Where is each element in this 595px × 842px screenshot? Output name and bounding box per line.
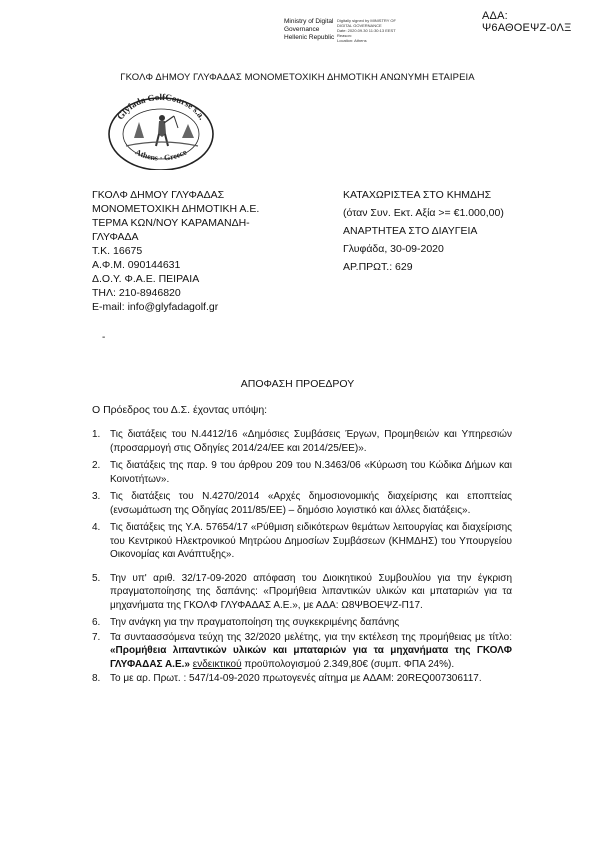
list-item: [92, 428, 512, 455]
logo-top-text: Glyfada GolfCourse s.a.: [114, 92, 208, 122]
email-label: E-mail:: [92, 301, 128, 313]
list-item: [92, 459, 512, 486]
sender-line: ΤΗΛ: 210-8946820: [92, 287, 181, 299]
signature-label-line: Hellenic Republic: [284, 34, 335, 41]
item-text: Τις διατάξεις του Ν.4270/2014 «Αρχές δημοσιονομικής διαχείρισης και εποπτείας (ενσωμάτωση της Οδηγίας 2011/85/ΕΕ) – δημόσιο λογιστικό και άλλες διατάξεις».: [110, 491, 512, 516]
item-text: Τις διατάξεις του Ν.4412/16 «Δημόσιες Συμβάσεις Έργων, Προμηθειών και Υπηρεσιών (προσαρμογή στις Οδηγίες 2014/24/ΕΕ και 2014/25/ΕΕ)».: [110, 429, 512, 454]
company-title: ΓΚΟΛΦ ΔΗΜΟΥ ΓΛΥΦΑΔΑΣ ΜΟΝΟΜΕΤΟΧΙΚΗ ΔΗΜΟΤΙΚΗ ΑΝΩΝΥΜΗ ΕΤΑΙΡΕΙΑ: [120, 72, 475, 83]
registration-block: [343, 188, 563, 278]
protocol-number: ΑΡ.ΠΡΩΤ.: 629: [343, 261, 413, 273]
decision-title: ΑΠΟΦΑΣΗ ΠΡΟΕΔΡΟΥ: [240, 378, 355, 390]
item-text-bold: «Προμήθεια λιπαντικών υλικών και μπαταριών για τα μηχανήματα της ΓΚΟΛΦ ΓΛΥΦΑΔΑΣ Α.Ε.»: [110, 645, 512, 670]
logo-bottom-text: Athens · Greece: [133, 147, 189, 163]
item-number: 6.: [92, 617, 101, 628]
sender-block: [92, 188, 292, 314]
signature-label: [284, 18, 334, 42]
item-number: 8.: [92, 673, 101, 684]
signature-detail-line: DIGITAL GOVERNANCE: [337, 23, 382, 28]
list-item: [92, 631, 512, 672]
email-link[interactable]: info@glyfadagolf.gr: [127, 301, 219, 313]
item-text: Τις διατάξεις της παρ. 9 του άρθρου 209 του Ν.3463/06 «Κύρωση του Κώδικα Δήμων και Κοινοτήτων».: [110, 460, 512, 485]
golf-club-logo-icon: [106, 90, 216, 170]
sender-line: ΤΕΡΜΑ ΚΩΝ/ΝΟΥ ΚΑΡΑΜΑΝΔΗ-: [92, 217, 250, 229]
sender-line: Τ.Κ. 16675: [92, 245, 143, 257]
considerations-list: [92, 428, 512, 687]
item-number: 3.: [92, 491, 101, 502]
item-text: Την υπ' αριθ. 32/17-09-2020 απόφαση του Διοικητικού Συμβουλίου για την έγκριση πραγματοποίησης της δαπάνης: «Προμήθεια λιπαντικών υλικών και μπαταριών για τα μηχανήματα της ΓΚΟΛΦ ΓΛΥΦΑΔΑΣ Α.Ε.», με ΑΔΑ: Ω8ΨΒΟΕΨΖ-Π17.: [110, 572, 512, 611]
email-line: [92, 300, 292, 314]
item-text: [110, 631, 512, 672]
item-text-part: προϋπολογισμού 2.349,80€ (συμπ. ΦΠΑ 24%).: [241, 658, 455, 670]
list-item: [92, 616, 512, 630]
stray-mark: -: [102, 332, 106, 343]
item-number: 2.: [92, 460, 101, 471]
item-text: Τις διατάξεις της Υ.Α. 57654/17 «Ρύθμιση ειδικότερων θεμάτων λειτουργίας και διαχείρισης του Κεντρικού Ηλεκτρονικού Μητρώου Δημοσίων Συμβάσεων (ΚΗΜΔΗΣ) του Υπουργείου Οικονομίας και Ανάπτυξης».: [110, 522, 512, 560]
ada-code: ΑΔΑ: Ψ6ΑΘΟΕΨΖ-0ΛΞ: [482, 10, 572, 34]
list-item: [92, 490, 512, 517]
signature-details: [337, 18, 417, 43]
item-text-underlined: ενδεικτικού: [192, 658, 242, 670]
list-item: [92, 521, 512, 562]
svg-text:Athens · Greece: [134, 147, 189, 162]
item-text: Την ανάγκη για την πραγματοποίηση της συγκεκριμένης δαπάνης: [110, 617, 400, 628]
list-item: [92, 572, 512, 613]
company-logo: [106, 90, 216, 170]
signature-detail-line: Reason:: [337, 33, 352, 38]
item-text-part: Τα συνταασσόμενα τεύχη της 32/2020 μελέτης, για την εκτέλεση της προμήθειας με τίτλο:: [110, 631, 512, 643]
kimdis-line: ΚΑΤΑΧΩΡΙΣΤΕΑ ΣΤΟ ΚΗΜΔΗΣ: [343, 189, 492, 201]
signature-detail-line: Location: Athens: [337, 38, 367, 43]
value-condition-line: (όταν Συν. Εκτ. Αξία >= €1.000,00): [343, 207, 504, 219]
signature-detail-line: Digitally signed by MINISTRY OF: [337, 18, 396, 23]
item-number: 7.: [92, 631, 101, 643]
signature-label-line: Governance: [284, 26, 320, 33]
signature-label-line: Ministry of Digital: [284, 18, 334, 25]
sender-line: ΓΛΥΦΑΔΑ: [92, 231, 139, 243]
date-line: Γλυφάδα, 30-09-2020: [343, 243, 444, 255]
sender-line: ΓΚΟΛΦ ΔΗΜΟΥ ΓΛΥΦΑΔΑΣ: [92, 189, 225, 201]
item-number: 1.: [92, 429, 101, 440]
sender-line: Δ.Ο.Υ. Φ.Α.Ε. ΠΕΙΡΑΙΑ: [92, 273, 200, 285]
sender-line: ΜΟΝΟΜΕΤΟΧΙΚΗ ΔΗΜΟΤΙΚΗ Α.Ε.: [92, 203, 260, 215]
diavgeia-line: ΑΝΑΡΤΗΤΕΑ ΣΤΟ ΔΙΑΥΓΕΙΑ: [343, 225, 478, 237]
sender-line: Α.Φ.Μ. 090144631: [92, 259, 181, 271]
intro-text: Ο Πρόεδρος του Δ.Σ. έχοντας υπόψη:: [92, 404, 268, 416]
item-number: 4.: [92, 522, 101, 533]
signature-detail-line: Date: 2020.09.30 11:30:13 EEST: [337, 28, 396, 33]
item-number: 5.: [92, 572, 101, 584]
list-item: [92, 672, 512, 686]
item-text: Το με αρ. Πρωτ. : 547/14-09-2020 πρωτογενές αίτημα με ΑΔΑΜ: 20REQ007306117.: [110, 673, 482, 684]
